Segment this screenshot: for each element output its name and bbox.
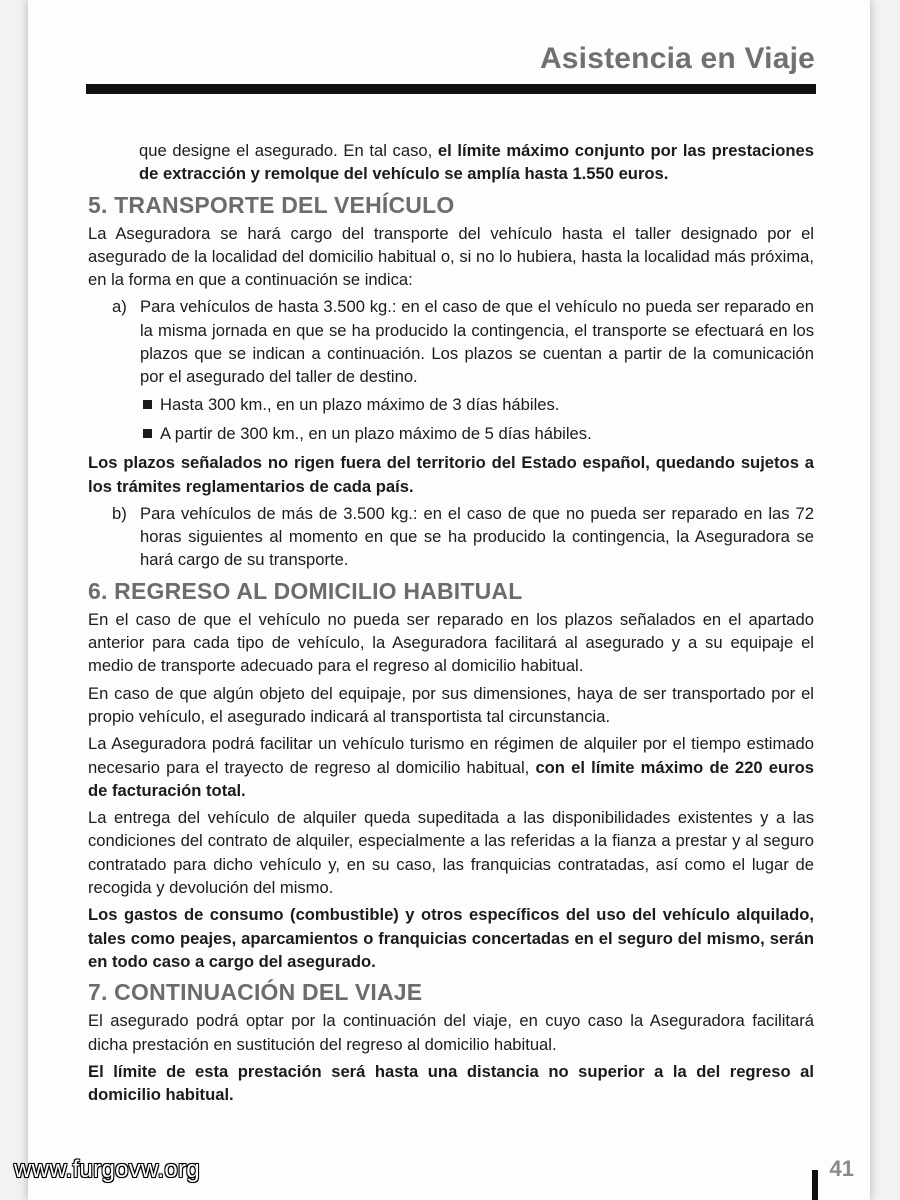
section-6-heading: 6. REGRESO AL DOMICILIO HABITUAL	[88, 577, 523, 604]
section-7-paragraph-1: El asegurado podrá optar por la continuación del viaje, en cuyo caso la Aseguradora facilitará dicha prestación en sustitución del regreso al domicilio habitual.	[88, 1011, 814, 1054]
square-bullet-icon	[143, 429, 152, 438]
bullet-item	[140, 393, 814, 416]
intro-paragraph	[139, 139, 814, 186]
section-7-paragraph-2: El límite de esta prestación será hasta una distancia no superior a la del regreso al domicilio habitual.	[88, 1061, 814, 1105]
list-item-b	[88, 502, 814, 572]
watermark-text: www.furgovw.org	[14, 1156, 200, 1183]
page-content	[88, 139, 814, 1110]
page-number: 41	[829, 1156, 854, 1181]
section-6-paragraph-1: En el caso de que el vehículo no pueda ser reparado en los plazos señalados en el apartado anterior para cada tipo de vehículo, la Aseguradora facilitará al asegurado y a su equipaje el medio de transporte adecuado para el regreso al domicilio habitual.	[88, 609, 814, 676]
section-6-paragraph-5: Los gastos de consumo (combustible) y otros específicos del uso del vehículo alquilado, tales como peajes, aparcamientos o franquicias concertadas en el seguro del mismo, serán en todo caso a cargo del asegurado.	[88, 905, 814, 971]
section-5-paragraph: La Aseguradora se hará cargo del transporte del vehículo hasta el taller designado por el asegurado de la localidad del domicilio habitual o, si no lo hubiera, hasta la localidad más próxima, en la forma en que a continuación se indica:	[88, 223, 814, 290]
section-7-heading: 7. CONTINUACIÓN DEL VIAJE	[88, 979, 423, 1006]
list-text-a: Para vehículos de hasta 3.500 kg.: en el caso de que el vehículo no pueda ser reparado en la misma jornada en que se ha producido la contingencia, el transporte se efectuará en los plazos que se indican a continuación. Los plazos se cuentan a partir de la comunicación por el asegurado del taller de destino.	[140, 297, 814, 387]
list-text-b: Para vehículos de más de 3.500 kg.: en el caso de que no pueda ser reparado en las 72 horas siguientes al momento en que se ha producido la contingencia, la Aseguradora se hará cargo de su transporte.	[140, 503, 814, 570]
square-bullet-icon	[143, 400, 152, 409]
section-6-paragraph-2: En caso de que algún objeto del equipaje, por sus dimensiones, haya de ser transportado por el propio vehículo, el asegurado indicará al transportista tal circunstancia.	[88, 683, 814, 726]
header-rule	[86, 84, 816, 94]
document-page	[28, 0, 870, 1200]
intro-bold: el límite máximo conjunto por las prestaciones de extracción y remolque del vehículo se amplía hasta 1.550 euros.	[139, 141, 814, 184]
bullet-text: A partir de 300 km., en un plazo máximo de 5 días hábiles.	[160, 423, 592, 443]
bullet-item	[140, 422, 814, 445]
list-item-a	[88, 295, 814, 388]
bullet-text: Hasta 300 km., en un plazo máximo de 3 días hábiles.	[160, 394, 560, 414]
section-5-heading: 5. TRANSPORTE DEL VEHÍCULO	[88, 191, 455, 218]
list-marker-a: a)	[112, 297, 127, 317]
intro-text: que designe el asegurado. En tal caso,	[139, 141, 438, 160]
list-marker-b: b)	[112, 503, 127, 523]
section-5-bold-note: Los plazos señalados no rigen fuera del territorio del Estado español, quedando sujetos a los trámites reglamentarios de cada país.	[88, 453, 814, 496]
page-header-title: Asistencia en Viaje	[539, 42, 815, 75]
section-6-paragraph-3: La Aseguradora podrá facilitar un vehículo turismo en régimen de alquiler por el tiempo estimado necesario para el trayecto de regreso al domicilio habitual, con el límite máximo de 220 euros de facturación total.	[88, 734, 814, 800]
page-number-bar	[812, 1170, 818, 1200]
section-6-paragraph-4: La entrega del vehículo de alquiler queda supeditada a las disponibilidades existentes y a las condiciones del contrato de alquiler, especialmente a las referidas a la fianza a prestar y al seguro contratado para dicho vehículo y, en su caso, las franquicias contratadas, así como el lugar de recogida y devolución del mismo.	[88, 808, 814, 898]
